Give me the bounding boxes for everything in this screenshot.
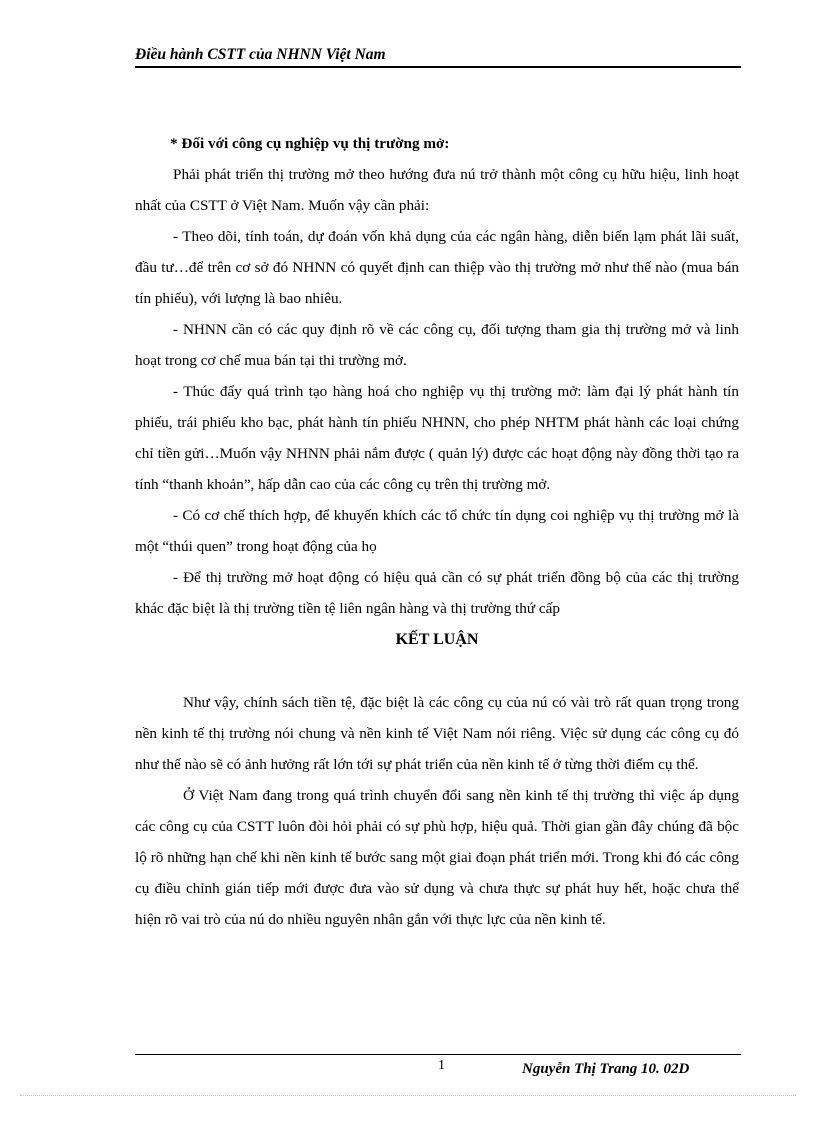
bullet-paragraph: - Theo dõi, tính toán, dự đoán vốn khả dụng của các ngân hàng, diễn biến lạm phát lãi suất, đầu tư…để trên cơ sở đó NHNN có quyết định can thiệp vào thị trường mở như thế nào (mua bán tín phiếu), với lượng là bao nhiêu. xyxy=(135,228,739,307)
bullet-paragraph: - Để thị trường mở hoạt động có hiệu quả cần có sự phát triển đồng bộ của các thị trường khác đặc biệt là thị trường tiền tệ liên ngân hàng và thị trường thứ cấp xyxy=(135,569,739,617)
bullet-paragraph: - NHNN cần có các quy định rõ về các công cụ, đối tượng tham gia thị trường mở và linh hoạt trong cơ chế mua bán tại thi trường mở. xyxy=(135,321,739,369)
conclusion-paragraph: Như vậy, chính sách tiền tệ, đặc biệt là các công cụ của nú có vài trò rất quan trọng trong nền kinh tế thị trường nói chung và nền kinh tế Việt Nam nói riêng. Việc sử dụng các công cụ đó như thế nào sẽ có ảnh hưởng rất lớn tới sự phát triển của nền kinh tế ở từng thời điểm cụ thể. xyxy=(135,694,739,773)
section-heading: * Đối với công cụ nghiệp vụ thị trường mở: xyxy=(170,135,450,152)
header-title: Điều hành CSTT của NHNN Việt Nam xyxy=(135,46,386,63)
bullet-paragraph: - Thúc đẩy quá trình tạo hàng hoá cho nghiệp vụ thị trường mở: làm đại lý phát hành tín phiếu, trái phiếu kho bạc, phát hành tín phiếu NHNN, cho phép NHTM phát hành các loại chứng chỉ tiền gửi…Muốn vậy NHNN phải nắm được ( quản lý) được các hoạt động này đồng thời tạo ra tính “thanh khoản”, hấp dẫn cao của các công cụ trên thị trường mở. xyxy=(135,383,739,493)
footer-divider xyxy=(135,1054,741,1055)
intro-paragraph: Phải phát triển thị trường mở theo hướng đưa nú trở thành một công cụ hữu hiệu, linh hoạt nhất của CSTT ở Việt Nam. Muốn vậy cần phải: xyxy=(135,166,739,214)
page-break-divider xyxy=(20,1095,796,1096)
page-header xyxy=(135,44,741,68)
bullet-paragraph: - Có cơ chế thích hợp, để khuyến khích các tổ chức tín dụng coi nghiệp vụ thị trường mở là một “thúi quen” trong hoạt động của họ xyxy=(135,507,739,555)
document-body xyxy=(135,128,739,935)
footer-author: Nguyễn Thị Trang 10. 02D xyxy=(522,1061,690,1077)
conclusion-title: KẾT LUẬN xyxy=(395,631,479,648)
page-number: 1 xyxy=(438,1058,445,1073)
conclusion-paragraph: Ở Việt Nam đang trong quá trình chuyển đổi sang nền kinh tế thị trường thì việc áp dụng các công cụ của CSTT luôn đòi hỏi phải có sự phù hợp, hiệu quả. Thời gian gần đây chúng đã bộc lộ rõ những hạn chế khi nền kinh tế bước sang một giai đoạn phát triển mới. Trong khi đó các công cụ điều chỉnh gián tiếp mới được đưa vào sử dụng và chưa thực sự phát huy hết, hoặc chưa thể hiện rõ vai trò của nú do nhiều nguyên nhân gắn với thực lực của nền kinh tế. xyxy=(135,787,739,928)
